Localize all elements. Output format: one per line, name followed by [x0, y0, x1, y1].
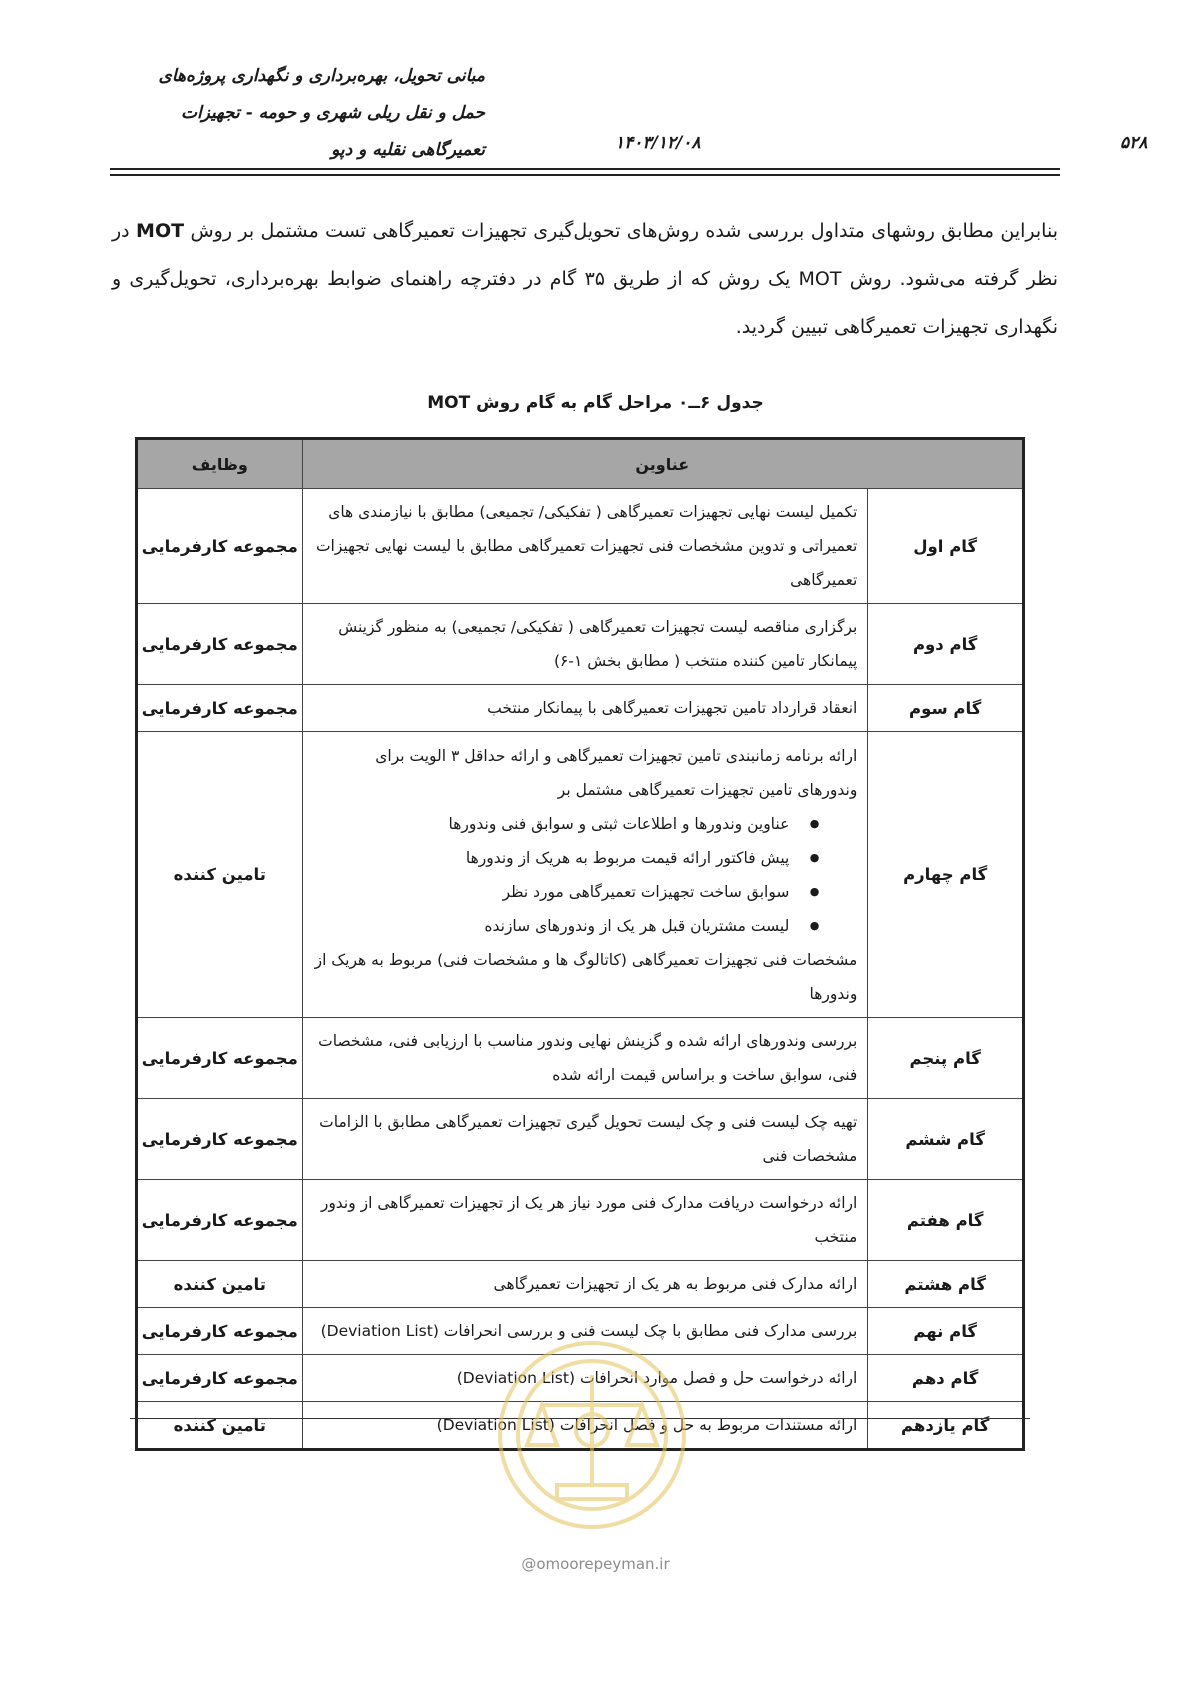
document-date: ۱۴۰۳/۱۲/۰۸	[615, 133, 701, 153]
step-role: مجموعه کارفرمایی	[137, 489, 303, 604]
table-row	[137, 1018, 1024, 1099]
step-role: تامین کننده	[137, 1402, 303, 1450]
table-header-row	[137, 439, 1024, 489]
step-role: مجموعه کارفرمایی	[137, 1180, 303, 1261]
header-rule	[110, 168, 1060, 170]
step-role: مجموعه کارفرمایی	[137, 604, 303, 685]
table-row	[137, 1261, 1024, 1308]
step-role: تامین کننده	[137, 1261, 303, 1308]
intro-line: و نگهداری تجهیزات تعمیرگاهی تبیین گردید.	[112, 268, 1058, 338]
page-number: ۵۲۸	[1120, 133, 1148, 153]
title-line: حمل و نقل ریلی شهری و حومه - تجهیزات	[180, 103, 485, 123]
header-duties: وظایف	[137, 439, 303, 489]
step-role: مجموعه کارفرمایی	[137, 1355, 303, 1402]
header-titles: عناوین	[302, 439, 1023, 489]
step-label: گام دهم	[868, 1355, 1024, 1402]
step-title: بررسی مدارک فنی مطابق با چک لیست فنی و بررسی انحرافات (Deviation List)	[302, 1308, 868, 1355]
step-role: مجموعه کارفرمایی	[137, 685, 303, 732]
step-title-intro: ارائه برنامه زمانبندی تامین تجهیزات تعمیرگاهی و ارائه حداقل ۳ الویت برای وندورهای تامین تجهیزات تعمیرگاهی مشتمل بر	[375, 746, 858, 799]
title-line: تعمیرگاهی نقلیه و دپو	[331, 140, 485, 160]
table-row	[137, 1099, 1024, 1180]
intro-line: در نظر گرفته می‌شود. روش MOT یک روش که از طریق ۳۵ گام در دفترچه راهنمای ضوابط بهره‌برداری، تحویل‌گیری	[112, 220, 1059, 290]
step-label: گام اول	[868, 489, 1024, 604]
step-role: مجموعه کارفرمایی	[137, 1099, 303, 1180]
step-bullet: ● سوابق ساخت تجهیزات تعمیرگاهی مورد نظر	[313, 875, 820, 909]
step-title: انعقاد قرارداد تامین تجهیزات تعمیرگاهی با پیمانکار منتخب	[302, 685, 868, 732]
step-label: گام پنجم	[868, 1018, 1024, 1099]
step-label: گام چهارم	[868, 732, 1024, 1018]
table-row	[137, 685, 1024, 732]
step-label: گام هفتم	[868, 1180, 1024, 1261]
header-rule	[110, 174, 1060, 176]
watermark-site: @omoorepeyman.ir	[521, 1555, 670, 1573]
intro-mot: MOT	[136, 220, 185, 242]
page-header	[110, 58, 1148, 168]
step-title: بررسی وندورهای ارائه شده و گزینش نهایی وندور مناسب با ارزیابی فنی، مشخصات فنی، سوابق ساخت و براساس قیمت ارائه شده	[302, 1018, 868, 1099]
step-bullet: ● پیش فاکتور ارائه قیمت مربوط به هریک از وندورها	[313, 841, 820, 875]
step-title: ارائه مستندات مربوط به حل و فصل انحرافات (Deviation List)	[302, 1402, 868, 1450]
step-role: مجموعه کارفرمایی	[137, 1308, 303, 1355]
title-line: مبانی تحویل، بهره‌برداری و نگهداری پروژه‌های	[158, 66, 485, 86]
step-label: گام یازدهم	[868, 1402, 1024, 1450]
intro-line: بنابراین مطابق روشهای متداول بررسی شده روش‌های تحویل‌گیری تجهیزات تعمیرگاهی تست مشتمل بر روش	[190, 220, 1058, 242]
step-bullet: ● عناوین وندورها و اطلاعات ثبتی و سوابق فنی وندورها	[313, 807, 820, 841]
table-row	[137, 604, 1024, 685]
step-title: تکمیل لیست نهایی تجهیزات تعمیرگاهی ( تفکیکی/ تجمیعی) مطابق با نیازمندی های تعمیراتی و تدوین مشخصات فنی تجهیزات تعمیرگاهی مطابق با لیست نهایی تجهیزات تعمیرگاهی	[302, 489, 868, 604]
step-label: گام ششم	[868, 1099, 1024, 1180]
table-row	[137, 1180, 1024, 1261]
step-title	[302, 732, 868, 1018]
step-label: گام دوم	[868, 604, 1024, 685]
step-title: تهیه چک لیست فنی و چک لیست تحویل گیری تجهیزات تعمیرگاهی مطابق با الزامات مشخصات فنی	[302, 1099, 868, 1180]
step-role: تامین کننده	[137, 732, 303, 1018]
table-row	[137, 732, 1024, 1018]
table-caption: جدول ۶ــ۰ مراحل گام به گام روش MOT	[427, 393, 764, 413]
intro-paragraph	[112, 207, 1058, 351]
step-label: گام هشتم	[868, 1261, 1024, 1308]
scales-of-justice-seal-icon	[487, 1335, 697, 1535]
step-title: برگزاری مناقصه لیست تجهیزات تعمیرگاهی ( تفکیکی/ تجمیعی) به منظور گزینش پیمانکار تامین کننده منتخب ( مطابق بخش ۱-۶)	[302, 604, 868, 685]
step-bullet-list	[313, 807, 858, 943]
step-role: مجموعه کارفرمایی	[137, 1018, 303, 1099]
step-title: ارائه مدارک فنی مربوط به هر یک از تجهیزات تعمیرگاهی	[302, 1261, 868, 1308]
step-bullet: ● لیست مشتریان قبل هر یک از وندورهای سازنده	[313, 909, 820, 943]
step-title-tail: مشخصات فنی تجهیزات تعمیرگاهی (کاتالوگ ها و مشخصات فنی) مربوط به هریک از وندورها	[314, 950, 858, 1003]
steps-table	[135, 437, 1025, 1451]
step-label: گام نهم	[868, 1308, 1024, 1355]
document-title	[105, 58, 485, 169]
step-label: گام سوم	[868, 685, 1024, 732]
table-row	[137, 489, 1024, 604]
step-title: ارائه درخواست حل و فصل موارد انحرافات (Deviation List)	[302, 1355, 868, 1402]
step-title: ارائه درخواست دریافت مدارک فنی مورد نیاز هر یک از تجهیزات تعمیرگاهی از وندور منتخب	[302, 1180, 868, 1261]
